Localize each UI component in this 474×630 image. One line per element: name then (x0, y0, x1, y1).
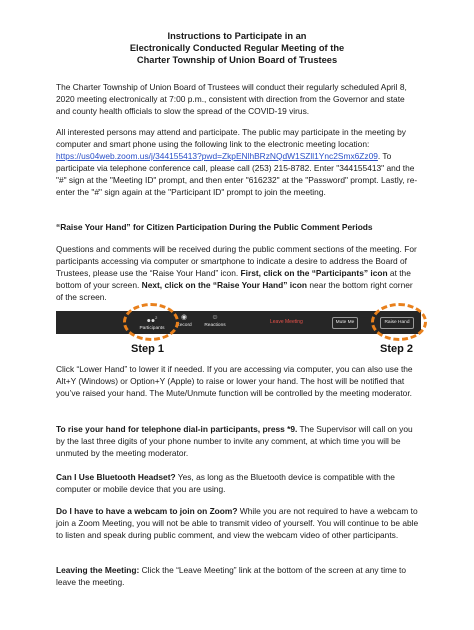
intro-paragraph: The Charter Township of Union Board of Trustees will conduct their regularly scheduled April 8, 2020 meeting electronically at 7:00 p.m., consistent with direction from the Governor and state and county health officials to slow the spread of the COVID-19 virus. (56, 82, 407, 116)
raise-hand-bold-2: Next, click on the “Raise Your Hand” icon (141, 279, 308, 290)
leaving-text: Click the “Leave Meeting” link at the bottom of the screen at any time to leave the meeting. (56, 565, 407, 587)
step-1-label: Step 1 (131, 343, 165, 355)
zoom-meeting-link[interactable]: https://us04web.zoom.us/j/344155413?pwd=ZkpENlhBRzNQdW1SZll1Ync2Smx6Zz09 (56, 150, 378, 161)
attend-text-2: . To participate via telephone conference call, please call (253) 215-8782. Enter "344155413" and the "#" sign at the "Meeting ID" prompt, and then enter "616232" at the "Password" prompt. Lastly, re-enter the "#" sign again at the "Participant ID" prompt to join the meeting. (56, 150, 418, 197)
step-2-label: Step 2 (380, 343, 414, 355)
lower-hand-paragraph: Click “Lower Hand” to lower it if needed. If you are accessing via computer, you can also use the Alt+Y (Windows) or Option+Y (Apple) to raise or lower your hand. The host will be notified that you’ve raised your hand. The Mute/Unmute function will be controlled by the meeting moderator. (56, 364, 413, 398)
bluetooth-text: Yes, as long as the Bluetooth device is compatible with the computer or mobile device that you are using. (56, 472, 395, 494)
leaving-paragraph (56, 565, 420, 589)
raise-hand-button[interactable]: Raise Hand (380, 317, 414, 329)
title-line-3: Charter Township of Union Board of Trustees (136, 55, 338, 65)
phone-bold: To rise your hand for telephone dial-in participants, press *9. (56, 424, 298, 434)
reactions-button[interactable] (201, 314, 229, 328)
mute-me-button[interactable]: Mute Me (332, 317, 358, 329)
record-icon: ◉ (180, 314, 188, 321)
step-1-highlight-circle (123, 303, 179, 341)
bluetooth-paragraph (56, 472, 420, 496)
raise-hand-text-2: at the bottom of your screen. (56, 267, 411, 290)
phone-text: The Supervisor will call on you by the last three digits of your phone number to invite any comment, at which time you will be unmuted by the meeting moderator. (56, 424, 413, 458)
webcam-text: While you are not required to have a webcam to join a Zoom Meeting, you will not be able to transmit video of yourself. You will continue to be able to listen and speak during public comment, and view the webcam video of other participants. (56, 506, 419, 540)
webcam-bold: Do I have to have a webcam to join on Zoom? (56, 506, 238, 516)
step-2-highlight-circle (371, 303, 427, 341)
participants-icon: ●●$^2$ (146, 315, 158, 325)
webcam-paragraph (56, 506, 420, 542)
zoom-toolbar-image (56, 311, 421, 334)
attend-text-1: All interested persons may attend and participate. The public may participate in the meeting by computer and smart phone using the following link to the electronic meeting location: (56, 127, 406, 149)
title-line-2: Electronically Conducted Regular Meeting of the (129, 43, 345, 53)
attend-paragraph (56, 127, 420, 198)
participants-count: 2 (155, 315, 158, 320)
phone-paragraph (56, 424, 420, 460)
reactions-label: Reactions (204, 323, 226, 328)
reactions-icon: ☺ (211, 314, 219, 321)
bluetooth-bold: Can I Use Bluetooth Headset? (56, 472, 176, 482)
leaving-bold: Leaving the Meeting: (56, 565, 140, 575)
raise-hand-heading: “Raise Your Hand” for Citizen Participation During the Public Comment Periods (56, 222, 373, 232)
raise-hand-text-1: Questions and comments will be received during the public comment sections of the meeting. For participants accessing via computer or smartphone to indicate a desire to address the Board of Trustees, please use the “Raise Your Hand” icon. (56, 244, 417, 278)
raise-hand-bold-1: First, click on the “Participants” icon (240, 267, 388, 278)
participants-label: Participants (139, 326, 165, 332)
title-line-1: Instructions to Participate in an (167, 31, 307, 41)
raise-hand-text-3: near the bottom right corner of the screen. (56, 279, 413, 302)
record-label: Record (176, 323, 192, 328)
raise-hand-paragraph (56, 244, 420, 304)
leave-meeting-link[interactable]: Leave Meeting (270, 319, 303, 325)
